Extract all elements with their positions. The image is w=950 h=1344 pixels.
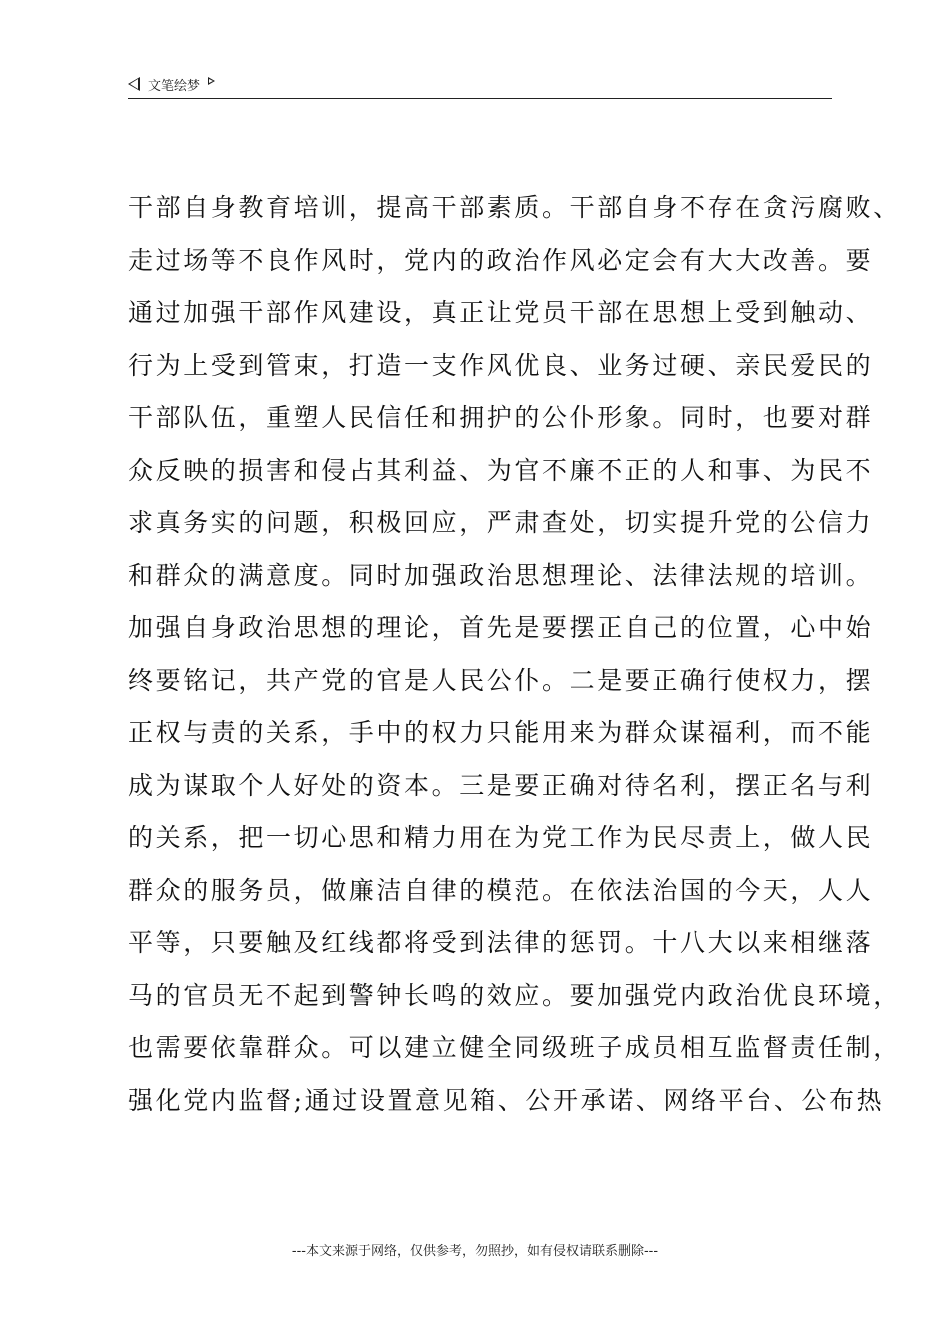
body-line: 也需要依靠群众。可以建立健全同级班子成员相互监督责任制， (128, 1033, 901, 1062)
triangle-left-icon (128, 77, 140, 91)
body-line: 干部队伍，重塑人民信任和拥护的公仆形象。同时，也要对群 (128, 403, 874, 432)
triangle-right-icon (208, 77, 215, 85)
body-line: 求真务实的问题，积极回应，严肃查处，切实提升党的公信力 (128, 508, 874, 537)
body-line: 终要铭记，共产党的官是人民公仆。二是要正确行使权力，摆 (128, 665, 874, 695)
page-footer: ---本文来源于网络，仅供参考，勿照抄，如有侵权请联系删除--- (291, 1244, 659, 1259)
body-line: 加强自身政治思想的理论，首先是要摆正自己的位置，心中始 (128, 613, 874, 642)
body-line: 群众的服务员，做廉洁自律的模范。在依法治国的今天，人人 (128, 875, 874, 905)
body-line: 的关系，把一切心思和精力用在为党工作为民尽责上，做人民 (128, 823, 874, 852)
body-line: 平等，只要触及红线都将受到法律的惩罚。十八大以来相继落 (128, 928, 874, 957)
body-line: 行为上受到管束，打造一支作风优良、业务过硬、亲民爱民的 (128, 350, 874, 380)
document-body (128, 182, 901, 1127)
header-title: 文笔绘梦 (148, 78, 201, 94)
header-row (128, 74, 832, 94)
body-line: 走过场等不良作风时，党内的政治作风必定会有大大改善。要 (128, 245, 874, 275)
body-line: 和群众的满意度。同时加强政治思想理论、法律法规的培训。 (128, 560, 874, 590)
body-line: 马的官员无不起到警钟长鸣的效应。要加强党内政治优良环境， (128, 980, 901, 1010)
body-line: 强化党内监督;通过设置意见箱、公开承诺、网络平台、公布热 (128, 1085, 885, 1115)
body-line: 众反映的损害和侵占其利益、为官不廉不正的人和事、为民不 (128, 455, 874, 485)
page-header (128, 74, 832, 99)
body-line: 通过加强干部作风建设，真正让党员干部在思想上受到触动、 (128, 298, 874, 327)
body-line: 成为谋取个人好处的资本。三是要正确对待名利，摆正名与利 (128, 770, 874, 800)
body-line: 正权与责的关系，手中的权力只能用来为群众谋福利，而不能 (128, 718, 874, 747)
body-line: 干部自身教育培训，提高干部素质。干部自身不存在贪污腐败、 (128, 193, 901, 222)
